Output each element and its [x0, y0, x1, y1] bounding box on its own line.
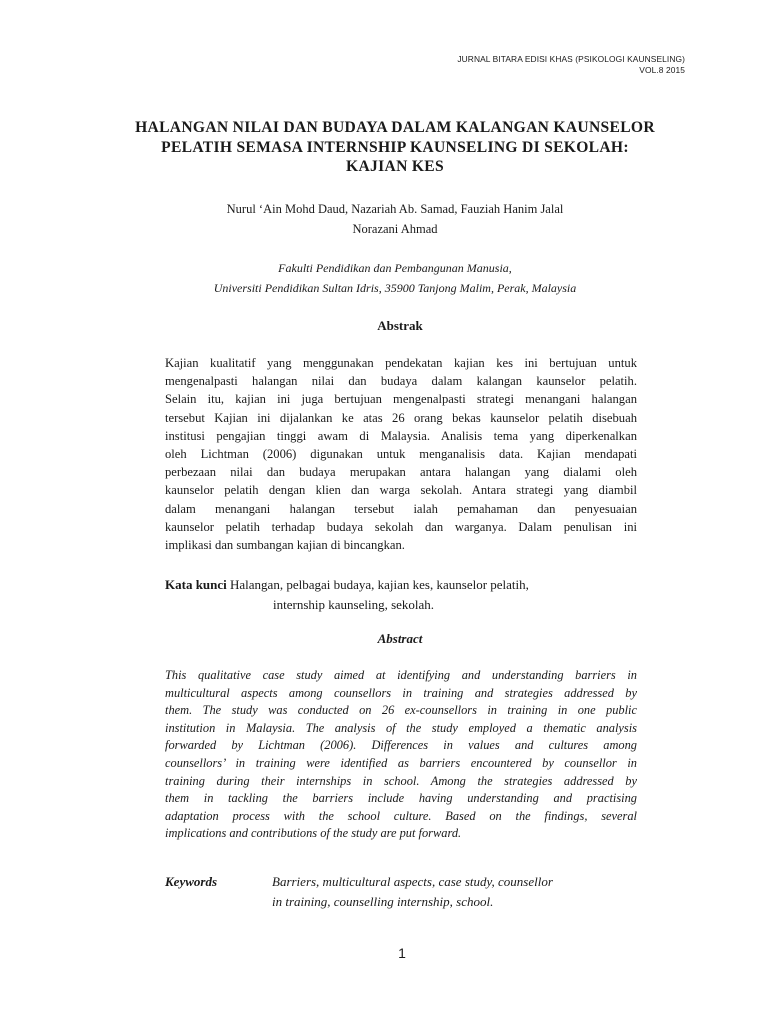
- abstrak-line: dalam menangani halangan tersebut ialah pemahaman dan penyesuaian: [165, 501, 637, 516]
- affiliation: [100, 258, 690, 298]
- authors-line: Nurul ‘Ain Mohd Daud, Nazariah Ab. Samad, Fauziah Hanim Jalal: [226, 202, 564, 216]
- keywords-text-cont: in training, counselling internship, school.: [272, 894, 494, 909]
- title-line: KAJIAN KES: [346, 158, 444, 175]
- affiliation-line: Universiti Pendidikan Sultan Idris, 35900 Tanjong Malim, Perak, Malaysia: [213, 281, 577, 295]
- abstract-body: [165, 667, 637, 843]
- abstract-line: training during their internships in school. Among the strategies addressed by: [165, 773, 637, 788]
- abstrak-line: Kajian kualitatif yang menggunakan pendekatan kajian kes ini bertujuan untuk: [165, 356, 637, 370]
- abstract-line: implications and contributions of the study are put forward.: [165, 826, 462, 841]
- journal-name: JURNAL BITARA EDISI KHAS (PSIKOLOGI KAUNSELING): [457, 54, 685, 64]
- abstract-line: institution in Malaysia. The analysis of the study employed a thematic analysis: [165, 720, 637, 735]
- keywords-text: Barriers, multicultural aspects, case study, counsellor: [272, 874, 553, 889]
- abstract-heading: Abstract: [377, 631, 423, 646]
- abstrak-line: kaunselor pelatih dengan klien dan warga sekolah. Antara strategi yang diambil: [165, 483, 637, 498]
- abstract-line: multicultural aspects among counsellors in training and strategies addressed by: [165, 685, 637, 700]
- kata-kunci-label: Kata kunci: [165, 577, 227, 592]
- paper-title: [100, 118, 690, 177]
- abstract-line: counsellors’ in training were identified as barriers encountered by counsellor in: [165, 755, 637, 770]
- journal-volume: VOL.8 2015: [639, 65, 685, 75]
- abstrak-body: [165, 354, 637, 554]
- abstrak-line: tersebut Kajian ini dijalankan ke atas 26 orang bekas kaunselor pelatih disebuah: [165, 410, 637, 425]
- title-line: HALANGAN NILAI DAN BUDAYA DALAM KALANGAN KAUNSELOR: [135, 119, 655, 136]
- abstrak-line: implikasi dan sumbangan kajian di bincangkan.: [165, 538, 405, 553]
- journal-header: [457, 54, 685, 76]
- abstrak-line: institusi pengajian tinggi awam di Malaysia. Analisis tema yang diperkenalkan: [165, 428, 637, 443]
- abstract-line: them in tackling the barriers include having understanding and practising: [165, 791, 637, 806]
- keywords-label: Keywords: [165, 874, 217, 889]
- abstract-line: This qualitative case study aimed at identifying and understanding barriers in: [165, 668, 637, 682]
- title-line: PELATIH SEMASA INTERNSHIP KAUNSELING DI SEKOLAH:: [161, 138, 629, 156]
- abstract-line: them. The study was conducted on 26 ex-counsellors in training in one public: [165, 703, 637, 718]
- abstrak-line: perbezaan nilai dan budaya merupakan antara halangan yang dialami oleh: [165, 465, 637, 480]
- author-list: [100, 199, 690, 239]
- authors-line: Norazani Ahmad: [352, 222, 438, 236]
- abstract-line: adaptation process with the school culture. Based on the findings, several: [165, 808, 637, 823]
- abstrak-line: kaunselor pelatih terhadap budaya sekolah dan warganya. Dalam penulisan ini: [165, 519, 637, 534]
- abstrak-line: Selain itu, kajian ini juga bertujuan mengenalpasti strategi menangani halangan: [165, 392, 637, 407]
- kata-kunci-text: Halangan, pelbagai budaya, kajian kes, kaunselor pelatih,: [230, 577, 529, 592]
- abstrak-heading: Abstrak: [377, 318, 423, 333]
- affiliation-line: Fakulti Pendidikan dan Pembangunan Manusia,: [278, 261, 512, 275]
- kata-kunci: [165, 575, 645, 615]
- abstrak-line: oleh Lichtman (2006) digunakan untuk menganalisis data. Kajian mendapati: [165, 447, 637, 462]
- page-number: 1: [398, 945, 406, 961]
- abstrak-line: mengenalpasti halangan nilai dan budaya dalam kalangan kaunselor pelatih.: [165, 374, 637, 389]
- keywords: [165, 872, 645, 912]
- kata-kunci-text-cont: internship kaunseling, sekolah.: [273, 597, 435, 612]
- abstract-line: forwarded by Lichtman (2006). Differences in values and cultures among: [165, 738, 637, 753]
